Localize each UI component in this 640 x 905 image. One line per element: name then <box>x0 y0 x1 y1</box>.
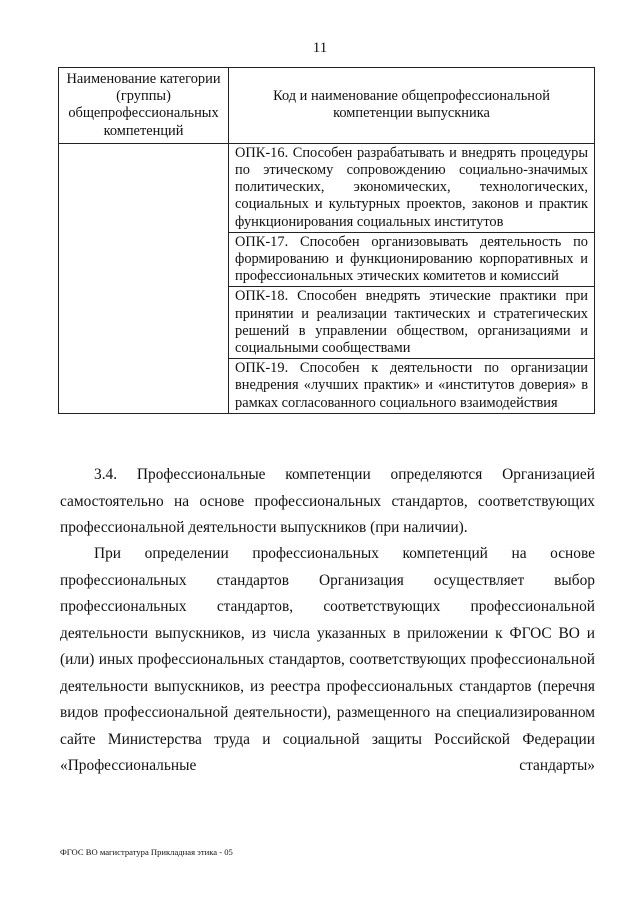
paragraph-3-4: 3.4. Профессиональные компетенции определяются Организацией самостоятельно на основе профессиональных стандартов, соответствующих профессиональной деятельности выпускников (при наличии). <box>60 466 595 536</box>
table-header-row <box>59 68 595 144</box>
category-cell-empty <box>59 143 229 413</box>
competence-opk-18: ОПК-18. Способен внедрять этические практики при принятии и реализации тактических и стратегических решений в управлении обществом, организациями и социальными сообществами <box>229 287 595 359</box>
page-footer: ФГОС ВО магистратура Прикладная этика - 05 <box>60 847 233 857</box>
table-row <box>59 143 595 232</box>
paragraph-professional-standards: При определении профессиональных компетенций на основе профессиональных стандартов Организация осуществляет выбор профессиональных стандартов, соответствующих профессиональной деятельности выпускников, из числа указанных в приложении к ФГОС ВО и (или) иных профессиональных стандартов, соответствующих профессиональной деятельности выпускников, из реестра профессиональных стандартов (перечня видов профессиональной деятельности), размещенного на специализированном сайте Министерства труда и социальной защиты Российской Федерации «Профессиональные стандарты» <box>60 545 595 774</box>
page-number: 11 <box>312 40 328 56</box>
competencies-table <box>58 67 595 414</box>
header-category-name: Наименование категории (группы) общепрофессиональных компетенций <box>59 68 229 144</box>
header-competence-code: Код и наименование общепрофессиональной компетенции выпускника <box>229 68 595 144</box>
competence-opk-19: ОПК-19. Способен к деятельности по организации внедрения «лучших практик» и «институтов доверия» в рамках согласованного социального взаимодействия <box>229 359 595 414</box>
competence-opk-16: ОПК-16. Способен разрабатывать и внедрять процедуры по этическому сопровождению социально-значимых политических, экономических, технологических, социальных и культурных проектов, законов и практик функционирования социальных институтов <box>229 143 595 232</box>
competence-opk-17: ОПК-17. Способен организовывать деятельность по формированию и функционированию корпоративных и профессиональных этических комитетов и комиссий <box>229 232 595 287</box>
